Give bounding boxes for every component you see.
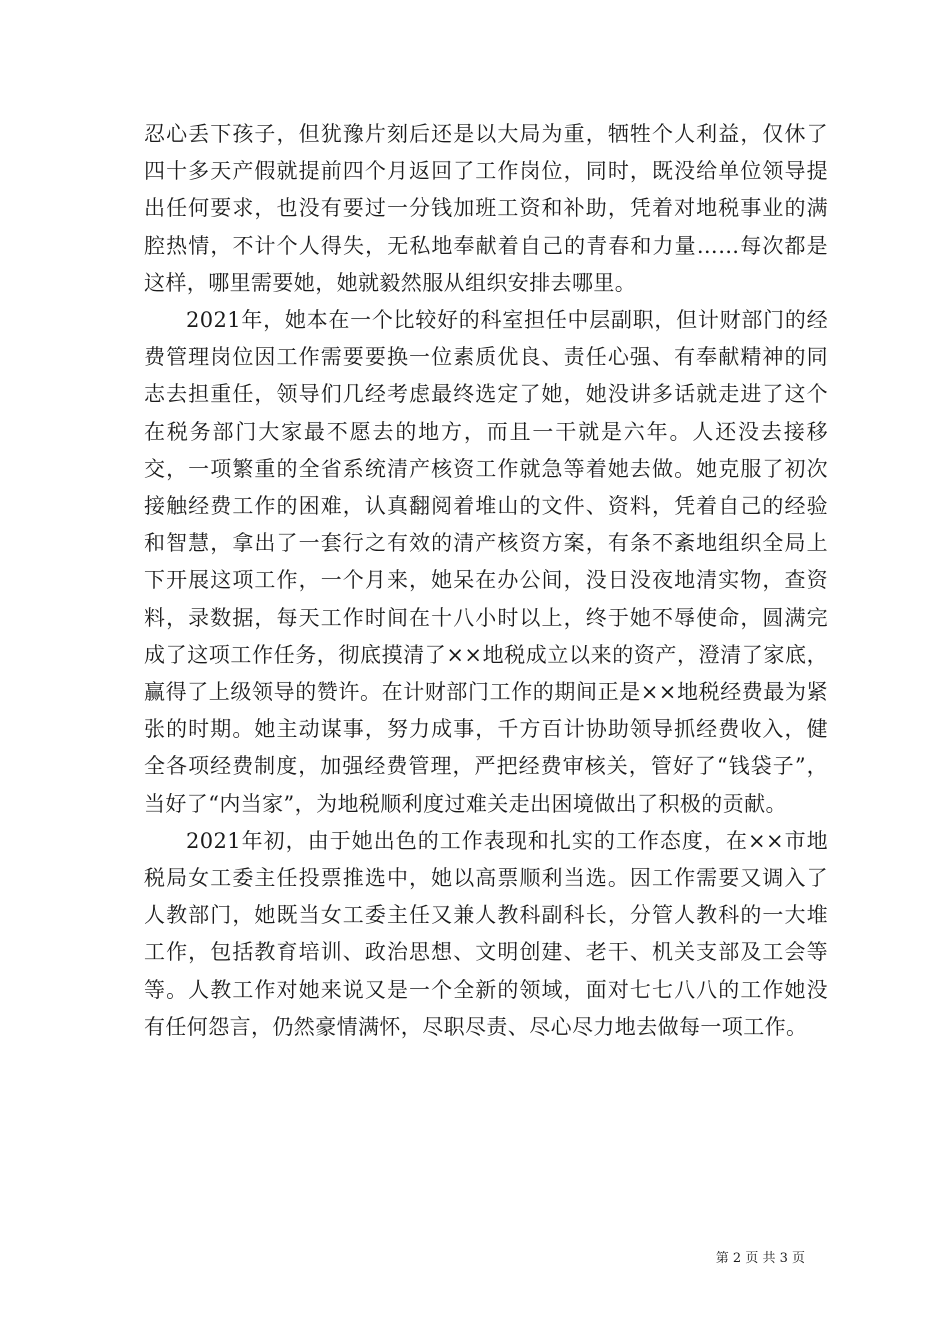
document-body xyxy=(144,116,828,1046)
paragraph-1: 忍心丢下孩子，但犹豫片刻后还是以大局为重，牺牲个人利益，仅休了四十多天产假就提前四个月返回了工作岗位，同时，既没给单位领导提出任何要求，也没有要过一分钱加班工资和补助，凭着对地税事业的满腔热情，不计个人得失，无私地奉献着自己的青春和力量……每次都是这样，哪里需要她，她就毅然服从组织安排去哪里。 xyxy=(144,122,828,295)
paragraph-3: 2021年初，由于她出色的工作表现和扎实的工作态度，在××市地税局女工委主任投票推选中，她以高票顺利当选。因工作需要又调入了人教部门，她既当女工委主任又兼人教科副科长，分管人教科的一大堆工作，包括教育培训、政治思想、文明创建、老干、机关支部及工会等等。人教工作对她来说又是一个全新的领域，面对七七八八的工作她没有任何怨言，仍然豪情满怀，尽职尽责、尽心尽力地去做每一项工作。 xyxy=(144,828,828,1039)
page-number-footer: 第 2 页 共 3 页 xyxy=(715,1251,805,1266)
paragraph-2: 2021年，她本在一个比较好的科室担任中层副职，但计财部门的经费管理岗位因工作需要要换一位素质优良、责任心强、有奉献精神的同志去担重任，领导们几经考虑最终选定了她，她没讲多话就走进了这个在税务部门大家最不愿去的地方，而且一干就是六年。人还没去接移交，一项繁重的全省系统清产核资工作就急等着她去做。她克服了初次接触经费工作的困难，认真翻阅着堆山的文件、资料，凭着自己的经验和智慧，拿出了一套行之有效的清产核资方案，有条不紊地组织全局上下开展这项工作，一个月来，她呆在办公间，没日没夜地清实物，查资料，录数据，每天工作时间在十八小时以上，终于她不辱使命，圆满完成了这项工作任务，彻底摸清了××地税成立以来的资产，澄清了家底，赢得了上级领导的赞许。在计财部门工作的期间正是××地税经费最为紧张的时期。她主动谋事，努力成事，千方百计协助领导抓经费收入，健全各项经费制度，加强经费管理，严把经费审核关，管好了“钱袋子”，当好了“内当家”，为地税顺利度过难关走出困境做出了积极的贡献。 xyxy=(144,308,828,816)
